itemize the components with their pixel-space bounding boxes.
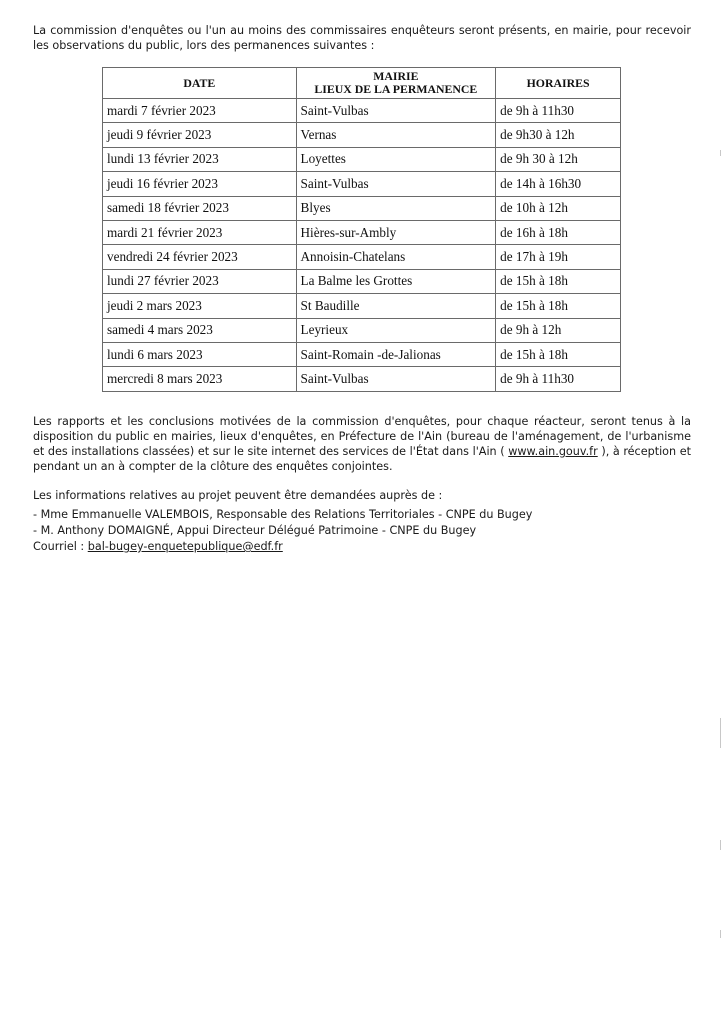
scan-edge-mark bbox=[720, 840, 721, 850]
cell-lieu: Hières-sur-Ambly bbox=[296, 220, 496, 244]
cell-lieu: Saint-Romain -de-Jalionas bbox=[296, 342, 496, 366]
table-row bbox=[103, 220, 621, 244]
table-row bbox=[103, 342, 621, 366]
table-row bbox=[103, 123, 621, 147]
contacts-block bbox=[33, 488, 691, 555]
table-row bbox=[103, 99, 621, 123]
table-row bbox=[103, 245, 621, 269]
cell-date: jeudi 9 février 2023 bbox=[103, 123, 297, 147]
cell-lieu: Loyettes bbox=[296, 147, 496, 171]
table-row bbox=[103, 196, 621, 220]
cell-lieu: Vernas bbox=[296, 123, 496, 147]
header-mairie-line1: MAIRIE bbox=[373, 69, 419, 83]
table-row bbox=[103, 318, 621, 342]
table-row bbox=[103, 147, 621, 171]
cell-date: mardi 21 février 2023 bbox=[103, 220, 297, 244]
table-row bbox=[103, 269, 621, 293]
cell-lieu: Saint-Vulbas bbox=[296, 367, 496, 391]
cell-horaire: de 16h à 18h bbox=[496, 220, 621, 244]
cell-lieu: Saint-Vulbas bbox=[296, 99, 496, 123]
contact-person-1: - Mme Emmanuelle VALEMBOIS, Responsable des Relations Territoriales - CNPE du Bugey bbox=[33, 508, 533, 521]
scan-edge-mark bbox=[720, 718, 721, 748]
table-row bbox=[103, 172, 621, 196]
cell-horaire: de 10h à 12h bbox=[496, 196, 621, 220]
cell-horaire: de 14h à 16h30 bbox=[496, 172, 621, 196]
cell-horaire: de 9h30 à 12h bbox=[496, 123, 621, 147]
scan-edge-mark bbox=[720, 150, 721, 156]
header-mairie-line2: LIEUX DE LA PERMANENCE bbox=[314, 82, 478, 96]
cell-horaire: de 9h à 12h bbox=[496, 318, 621, 342]
cell-lieu: Saint-Vulbas bbox=[296, 172, 496, 196]
permanence-schedule-table bbox=[102, 67, 621, 392]
cell-horaire: de 15h à 18h bbox=[496, 269, 621, 293]
contacts-intro: Les informations relatives au projet peuvent être demandées auprès de : bbox=[33, 489, 443, 502]
table-header-row bbox=[103, 68, 621, 99]
scan-edge-mark bbox=[720, 930, 721, 938]
cell-date: samedi 18 février 2023 bbox=[103, 196, 297, 220]
contact-email-line bbox=[33, 539, 691, 555]
reports-text-after: ), à réception et pendant un an à compter de la clôture des enquêtes conjointes. bbox=[33, 445, 692, 473]
email-label: Courriel : bbox=[33, 540, 88, 553]
intro-paragraph: La commission d'enquêtes ou l'un au moins des commissaires enquêteurs seront présents, en mairie, pour recevoir les observations du public, lors des permanences suivantes : bbox=[33, 24, 691, 52]
email-link[interactable]: bal-bugey-enquetepublique@edf.fr bbox=[87, 540, 283, 553]
cell-horaire: de 9h à 11h30 bbox=[496, 99, 621, 123]
cell-date: vendredi 24 février 2023 bbox=[103, 245, 297, 269]
cell-horaire: de 17h à 19h bbox=[496, 245, 621, 269]
cell-date: jeudi 16 février 2023 bbox=[103, 172, 297, 196]
ain-gouv-link[interactable]: www.ain.gouv.fr bbox=[508, 445, 598, 458]
cell-lieu: Annoisin-Chatelans bbox=[296, 245, 496, 269]
cell-lieu: Blyes bbox=[296, 196, 496, 220]
cell-date: lundi 27 février 2023 bbox=[103, 269, 297, 293]
table-body bbox=[103, 99, 621, 392]
cell-date: lundi 13 février 2023 bbox=[103, 147, 297, 171]
cell-date: mercredi 8 mars 2023 bbox=[103, 367, 297, 391]
cell-date: jeudi 2 mars 2023 bbox=[103, 294, 297, 318]
reports-text-before: Les rapports et les conclusions motivées de la commission d'enquêtes, pour chaque réacteur, seront tenus à la disposition du public en mairies, lieux d'enquêtes, en Préfecture de l'Ain (bureau de l'aménagement, de l'urbanisme et des installations classées) et sur le site internet des services de l'État dans l'Ain ( bbox=[33, 415, 691, 458]
cell-date: samedi 4 mars 2023 bbox=[103, 318, 297, 342]
cell-horaire: de 9h 30 à 12h bbox=[496, 147, 621, 171]
cell-lieu: La Balme les Grottes bbox=[296, 269, 496, 293]
table-row bbox=[103, 367, 621, 391]
cell-horaire: de 15h à 18h bbox=[496, 294, 621, 318]
table-row bbox=[103, 294, 621, 318]
cell-date: mardi 7 février 2023 bbox=[103, 99, 297, 123]
header-horaires: HORAIRES bbox=[496, 68, 621, 99]
header-date: DATE bbox=[103, 68, 297, 99]
header-mairie bbox=[296, 68, 496, 99]
cell-horaire: de 9h à 11h30 bbox=[496, 367, 621, 391]
cell-lieu: St Baudille bbox=[296, 294, 496, 318]
cell-horaire: de 15h à 18h bbox=[496, 342, 621, 366]
contact-person-2: - M. Anthony DOMAIGNÉ, Appui Directeur Délégué Patrimoine - CNPE du Bugey bbox=[33, 524, 477, 537]
cell-lieu: Leyrieux bbox=[296, 318, 496, 342]
cell-date: lundi 6 mars 2023 bbox=[103, 342, 297, 366]
reports-paragraph bbox=[33, 414, 691, 474]
